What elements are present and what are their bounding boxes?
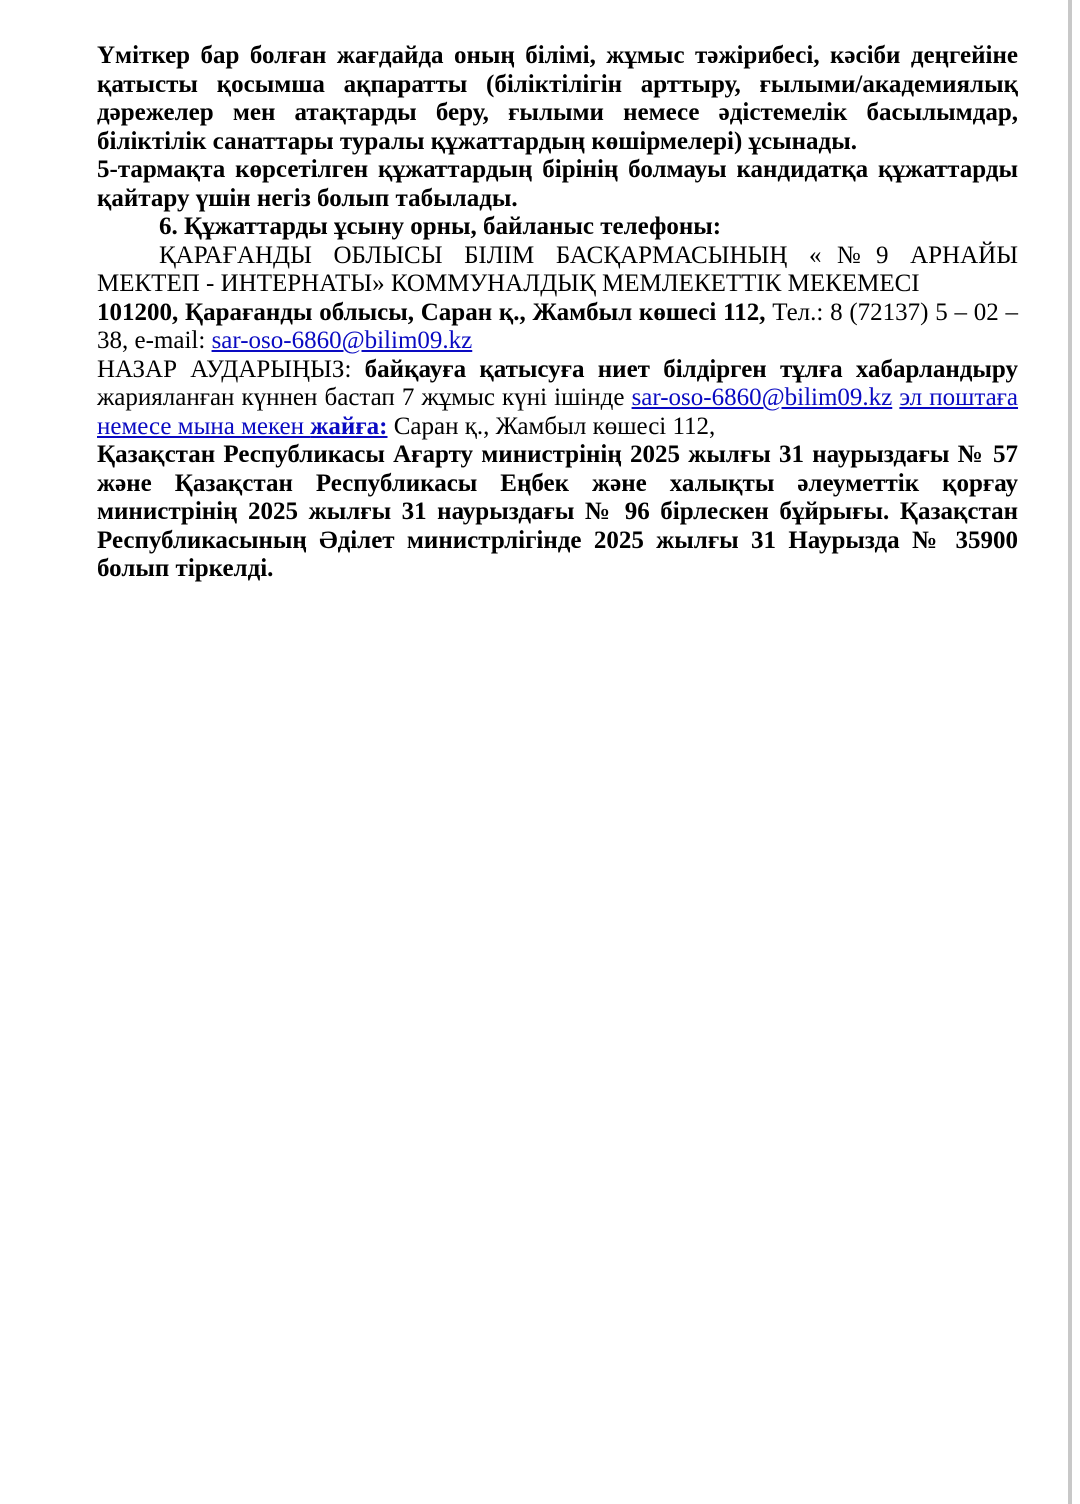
paragraph-joint-order-registration: Қазақстан Республикасы Ағарту министрінің 2025 жылғы 31 наурыздағы № 57 және Қазақстан Республикасы Еңбек және халықты әлеуметтік қорғау министрінің 2025 жылғы 31 наурыздағы № 96 бірлескен бұйрығы. Қазақстан Республикасының Әділет министрлігінде 2025 жылғы 31 Наурызда № 35900 болып тіркелді.: [97, 441, 1018, 582]
paragraph-applicant-extra-info: Үміткер бар болған жағдайда оның білімі, жұмыс тәжірибесі, кәсіби деңгейіне қатысты қосымша ақпаратты (біліктілігін арттыру, ғылыми/академиялық дәрежелер мен атақтарды беру, ғылыми немесе әдістемелік басылымдар, біліктілік санаттары туралы құжаттардың көшірмелері) ұсынады.: [97, 42, 1018, 155]
email-link[interactable]: sar-oso-6860@bilim09.kz: [211, 327, 473, 354]
paragraph-address-contacts: [97, 299, 1018, 356]
street-address-text: Саран қ., Жамбыл көшесі 112,: [393, 412, 716, 440]
attention-body-text: жарияланған күннен бастап 7 жұмыс күні ішінде: [97, 384, 625, 411]
heading-section-6-submission-place: 6. Құжаттарды ұсыну орны, байланыс телефоны:: [159, 213, 722, 240]
email-address-phrase-bold: жайға:: [310, 412, 388, 440]
attention-bold-notice: байқауға қатысуға ниет білдірген тұлға хабарландыру: [364, 355, 1019, 383]
page-right-border-line: [1068, 0, 1072, 1504]
phone-text: Тел.: 8 (72137) 5 – 02 – 38, e-mail:: [97, 298, 1018, 354]
email-link-2[interactable]: sar-oso-6860@bilim09.kz: [631, 384, 893, 411]
address-text: 101200, Қарағанды облысы, Саран қ., Жамбыл көшесі 112,: [97, 298, 766, 326]
paragraph-missing-docs-return: 5-тармақта көрсетілген құжаттардың бірінің болмауы кандидатқа құжаттарды қайтару үшін негіз болып табылады.: [97, 156, 1018, 212]
paragraph-organization-name: ҚАРАҒАНДЫ ОБЛЫСЫ БІЛІМ БАСҚАРМАСЫНЫҢ «№9 АРНАЙЫ МЕКТЕП - ИНТЕРНАТЫ» КОММУНАЛДЫҚ МЕМЛЕКЕТТІК МЕКЕМЕСІ: [97, 241, 1018, 297]
paragraph-attention-notice: [97, 356, 1018, 442]
attention-label: НАЗАР АУДАРЫҢЫЗ:: [97, 355, 352, 383]
email-address-phrase: эл поштаға немесе мына мекен: [97, 384, 1019, 440]
